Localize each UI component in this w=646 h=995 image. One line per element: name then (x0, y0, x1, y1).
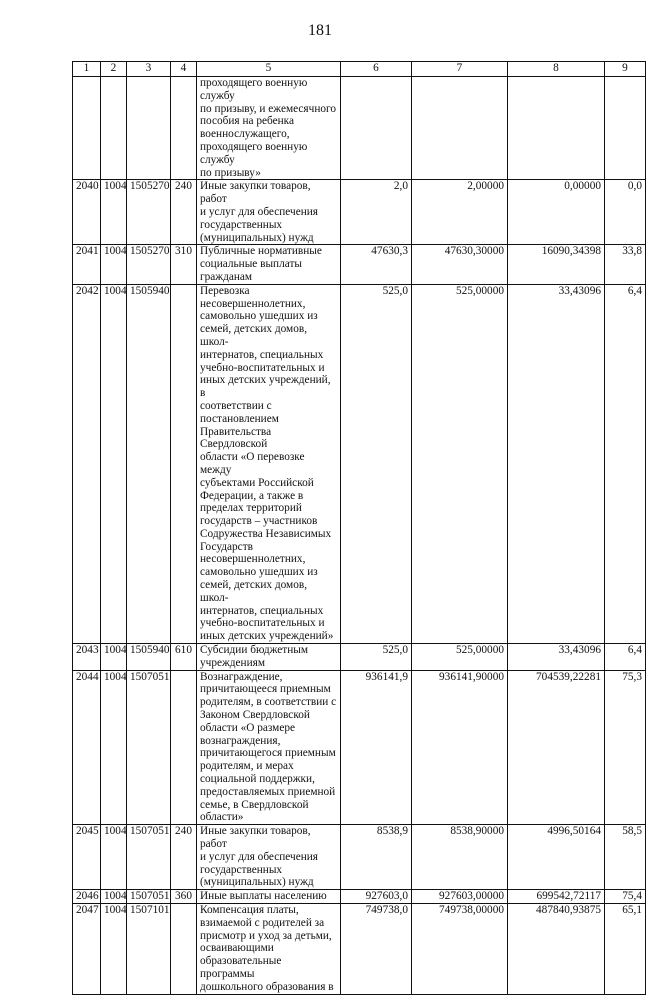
percent-cell: 6,4 (605, 644, 646, 671)
target-code-cell: 1505940 (127, 284, 171, 643)
expense-type-cell: 240 (171, 180, 197, 245)
refined-amount-cell: 47630,30000 (412, 245, 508, 284)
column-header: 8 (508, 62, 605, 77)
percent-cell: 6,4 (605, 284, 646, 643)
expense-type-cell (171, 77, 197, 180)
expense-type-cell: 240 (171, 825, 197, 890)
section-code-cell: 1004 (101, 904, 127, 995)
executed-amount-cell: 4996,50164 (508, 825, 605, 890)
section-code-cell: 1004 (101, 825, 127, 890)
percent-cell: 58,5 (605, 825, 646, 890)
refined-amount-cell: 749738,00000 (412, 904, 508, 995)
refined-amount-cell (412, 77, 508, 180)
table-row (73, 825, 646, 890)
row-number-cell: 2040 (73, 180, 101, 245)
executed-amount-cell: 704539,22281 (508, 670, 605, 825)
target-code-cell: 1505940 (127, 644, 171, 671)
table-row (73, 904, 646, 995)
header-row (73, 62, 646, 77)
plan-amount-cell: 525,0 (341, 284, 412, 643)
column-header: 6 (341, 62, 412, 77)
row-number-cell (73, 77, 101, 180)
target-code-cell: 1505270 (127, 180, 171, 245)
section-code-cell: 1004 (101, 670, 127, 825)
table-row (73, 77, 646, 180)
expense-type-cell: 310 (171, 245, 197, 284)
description-cell: Субсидии бюджетным учреждениям (197, 644, 341, 671)
description-cell: Иные закупки товаров, работ и услуг для обеспечения государственных (муниципальных) нужд (197, 825, 341, 890)
page-number: 181 (308, 22, 332, 39)
refined-amount-cell: 525,00000 (412, 644, 508, 671)
description-cell: Перевозка несовершеннолетних, самовольно ушедших из семей, детских домов, школ- интернатов, специальных учебно-воспитательных и иных детских учреждений, в соответствии с постановлением Правительства Свердловской области «О перевозке между субъектами Российской Федерации, а также в пределах территорий государств – участников Содружества Независимых Государств несовершеннолетних, самовольно ушедших из семей, детских домов, школ- интернатов, специальных учебно-воспитательных и иных детских учреждений» (197, 284, 341, 643)
budget-table (72, 61, 646, 995)
expense-type-cell: 610 (171, 644, 197, 671)
table-row (73, 644, 646, 671)
column-header: 9 (605, 62, 646, 77)
executed-amount-cell: 487840,93875 (508, 904, 605, 995)
description-cell: проходящего военную службу по призыву, и ежемесячного пособия на ребенка военнослужащего, проходящего военную службу по призыву» (197, 77, 341, 180)
section-code-cell: 1004 (101, 284, 127, 643)
row-number-cell: 2047 (73, 904, 101, 995)
expense-type-cell (171, 904, 197, 995)
executed-amount-cell (508, 77, 605, 180)
plan-amount-cell (341, 77, 412, 180)
column-header: 7 (412, 62, 508, 77)
description-cell: Компенсация платы, взимаемой с родителей за присмотр и уход за детьми, осваивающими образовательные программы дошкольного образования в (197, 904, 341, 995)
target-code-cell: 1507051 (127, 890, 171, 904)
executed-amount-cell: 33,43096 (508, 284, 605, 643)
section-code-cell: 1004 (101, 890, 127, 904)
target-code-cell: 1507101 (127, 904, 171, 995)
percent-cell: 0,0 (605, 180, 646, 245)
refined-amount-cell: 525,00000 (412, 284, 508, 643)
executed-amount-cell: 33,43096 (508, 644, 605, 671)
target-code-cell: 1507051 (127, 670, 171, 825)
executed-amount-cell: 0,00000 (508, 180, 605, 245)
plan-amount-cell: 936141,9 (341, 670, 412, 825)
percent-cell: 75,3 (605, 670, 646, 825)
row-number-cell: 2041 (73, 245, 101, 284)
percent-cell: 65,1 (605, 904, 646, 995)
plan-amount-cell: 927603,0 (341, 890, 412, 904)
plan-amount-cell: 525,0 (341, 644, 412, 671)
percent-cell (605, 77, 646, 180)
section-code-cell: 1004 (101, 644, 127, 671)
refined-amount-cell: 8538,90000 (412, 825, 508, 890)
refined-amount-cell: 2,00000 (412, 180, 508, 245)
plan-amount-cell: 749738,0 (341, 904, 412, 995)
percent-cell: 33,8 (605, 245, 646, 284)
row-number-cell: 2046 (73, 890, 101, 904)
plan-amount-cell: 47630,3 (341, 245, 412, 284)
column-header: 5 (197, 62, 341, 77)
section-code-cell: 1004 (101, 180, 127, 245)
expense-type-cell (171, 670, 197, 825)
row-number-cell: 2043 (73, 644, 101, 671)
section-code-cell (101, 77, 127, 180)
target-code-cell: 1507051 (127, 825, 171, 890)
plan-amount-cell: 2,0 (341, 180, 412, 245)
expense-type-cell (171, 284, 197, 643)
target-code-cell: 1505270 (127, 245, 171, 284)
column-header: 2 (101, 62, 127, 77)
row-number-cell: 2045 (73, 825, 101, 890)
table-row (73, 245, 646, 284)
refined-amount-cell: 936141,90000 (412, 670, 508, 825)
column-header: 3 (127, 62, 171, 77)
description-cell: Публичные нормативные социальные выплаты гражданам (197, 245, 341, 284)
column-header: 1 (73, 62, 101, 77)
section-code-cell: 1004 (101, 245, 127, 284)
description-cell: Иные выплаты населению (197, 890, 341, 904)
executed-amount-cell: 699542,72117 (508, 890, 605, 904)
description-cell: Иные закупки товаров, работ и услуг для обеспечения государственных (муниципальных) нужд (197, 180, 341, 245)
expense-type-cell: 360 (171, 890, 197, 904)
table-row (73, 180, 646, 245)
plan-amount-cell: 8538,9 (341, 825, 412, 890)
table-row (73, 284, 646, 643)
executed-amount-cell: 16090,34398 (508, 245, 605, 284)
table-row (73, 670, 646, 825)
target-code-cell (127, 77, 171, 180)
percent-cell: 75,4 (605, 890, 646, 904)
column-header: 4 (171, 62, 197, 77)
refined-amount-cell: 927603,00000 (412, 890, 508, 904)
row-number-cell: 2044 (73, 670, 101, 825)
description-cell: Вознаграждение, причитающееся приемным родителям, в соответствии с Законом Свердловской области «О размере вознаграждения, причитающегося приемным родителям, и мерах социальной поддержки, предоставляемых приемной семье, в Свердловской области» (197, 670, 341, 825)
row-number-cell: 2042 (73, 284, 101, 643)
table-row (73, 890, 646, 904)
